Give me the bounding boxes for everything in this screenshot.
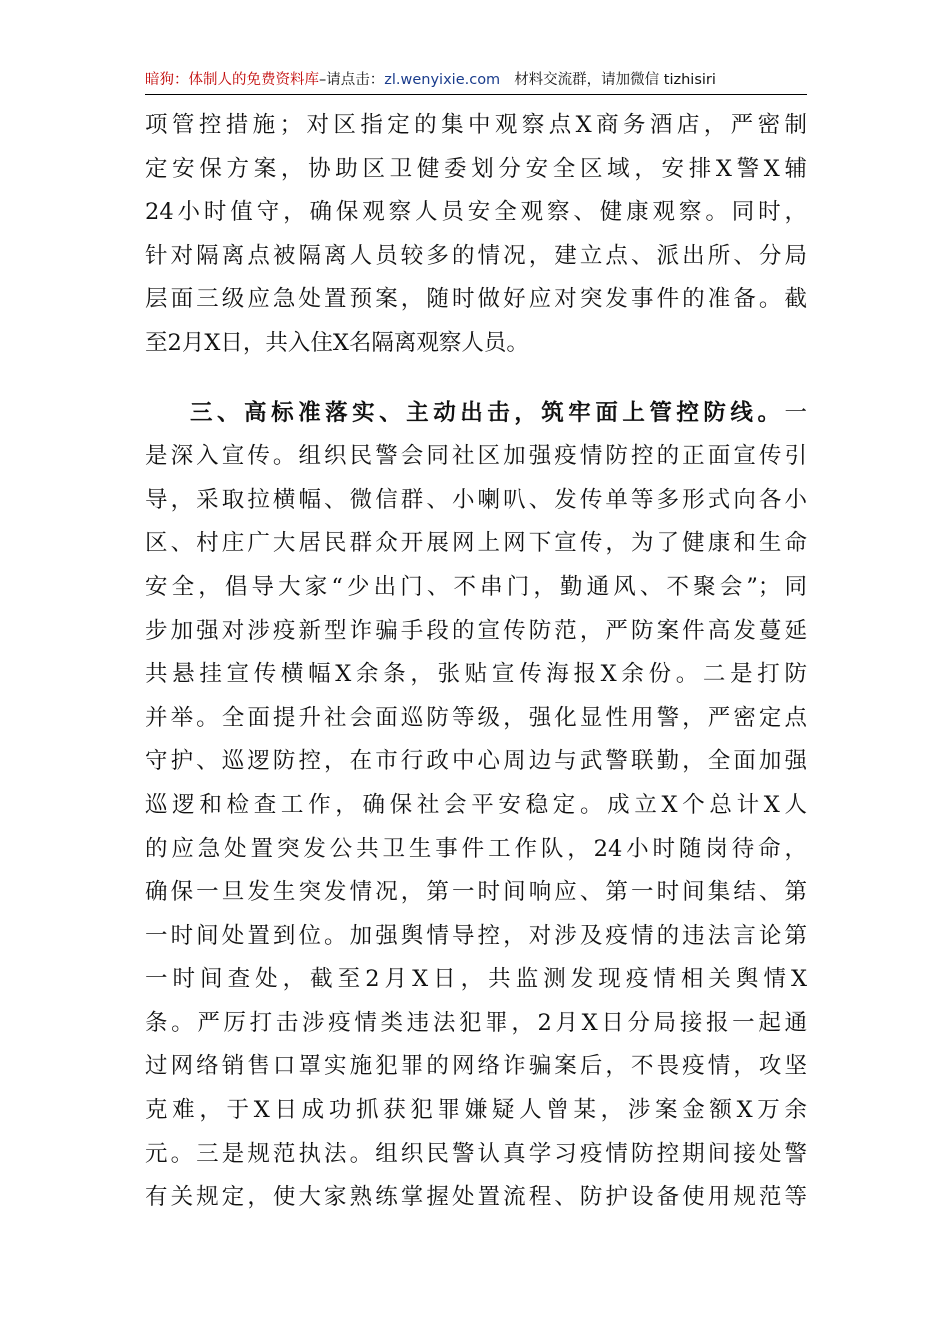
text-line: 定安保方案，协助区卫健委划分安全区域，安排X警X辅 bbox=[145, 155, 807, 182]
page-header bbox=[145, 66, 807, 95]
text-line: 层面三级应急处置预案，随时做好应对突发事件的准备。截 bbox=[145, 286, 807, 313]
paragraph-1 bbox=[145, 104, 807, 366]
text-line: 区、村庄广大居民群众开展网上网下宣传，为了健康和生命 bbox=[145, 530, 807, 557]
text-line: 步加强对涉疫新型诈骗手段的宣传防范，严防案件高发蔓延 bbox=[145, 617, 807, 644]
paragraph-2 bbox=[145, 392, 807, 1220]
text-line: 守护、巡逻防控，在市行政中心周边与武警联勤，全面加强 bbox=[145, 748, 807, 775]
text-line: 过网络销售口罩实施犯罪的网络诈骗案后，不畏疫情，攻坚 bbox=[145, 1053, 807, 1080]
text-line: 有关规定，使大家熟练掌握处置流程、防护设备使用规范等 bbox=[145, 1184, 807, 1211]
text-line: 共悬挂宣传横幅X余条，张贴宣传海报X余份。二是打防 bbox=[145, 661, 807, 688]
text-line: 至2月X日，共入住X名隔离观察人员。 bbox=[145, 329, 529, 356]
section-heading: 三、高标准落实、主动出击，筑牢面上管控防线。 bbox=[190, 399, 785, 426]
text-line: 元。三是规范执法。组织民警认真学习疫情防控期间接处警 bbox=[145, 1140, 807, 1167]
text-line: 巡逻和检查工作，确保社会平安稳定。成立X个总计X人 bbox=[145, 791, 807, 818]
text-line: 导，采取拉横幅、微信群、小喇叭、发传单等多形式向各小 bbox=[145, 486, 807, 513]
heading-tail: 一 bbox=[784, 399, 807, 426]
text-line: 针对隔离点被隔离人员较多的情况，建立点、派出所、分局 bbox=[145, 242, 807, 269]
text-line: 安全，倡导大家“少出门、不串门，勤通风、不聚会”；同 bbox=[145, 573, 807, 600]
header-wechat-note: 材料交流群，请加微信 tizhisiri bbox=[514, 72, 716, 88]
text-line: 项管控措施；对区指定的集中观察点X商务酒店，严密制 bbox=[145, 112, 807, 138]
text-line: 克难，于X日成功抓获犯罪嫌疑人曾某，涉案金额X万余 bbox=[145, 1097, 807, 1124]
text-line: 一时间处置到位。加强舆情导控，对涉及疫情的违法言论第 bbox=[145, 922, 807, 949]
text-line bbox=[145, 392, 807, 436]
header-prompt: –请点击： bbox=[319, 72, 385, 88]
text-line: 条。严厉打击涉疫情类违法犯罪，2月X日分局接报一起通 bbox=[145, 1009, 807, 1036]
text-line: 确保一旦发生突发情况，第一时间响应、第一时间集结、第 bbox=[145, 879, 807, 906]
text-line: 的应急处置突发公共卫生事件工作队，24小时随岗待命， bbox=[145, 835, 807, 862]
document-body bbox=[145, 104, 807, 1220]
header-brand: 暗狗：体制人的免费资料库 bbox=[145, 72, 319, 88]
header-link[interactable]: zl.wenyixie.com bbox=[384, 72, 501, 88]
text-line: 24小时值守，确保观察人员安全观察、健康观察。同时， bbox=[145, 199, 807, 226]
text-line: 是深入宣传。组织民警会同社区加强疫情防控的正面宣传引 bbox=[145, 443, 807, 470]
text-line: 并举。全面提升社会面巡防等级，强化显性用警，严密定点 bbox=[145, 704, 807, 731]
text-line: 一时间查处，截至2月X日，共监测发现疫情相关舆情X bbox=[145, 966, 807, 993]
